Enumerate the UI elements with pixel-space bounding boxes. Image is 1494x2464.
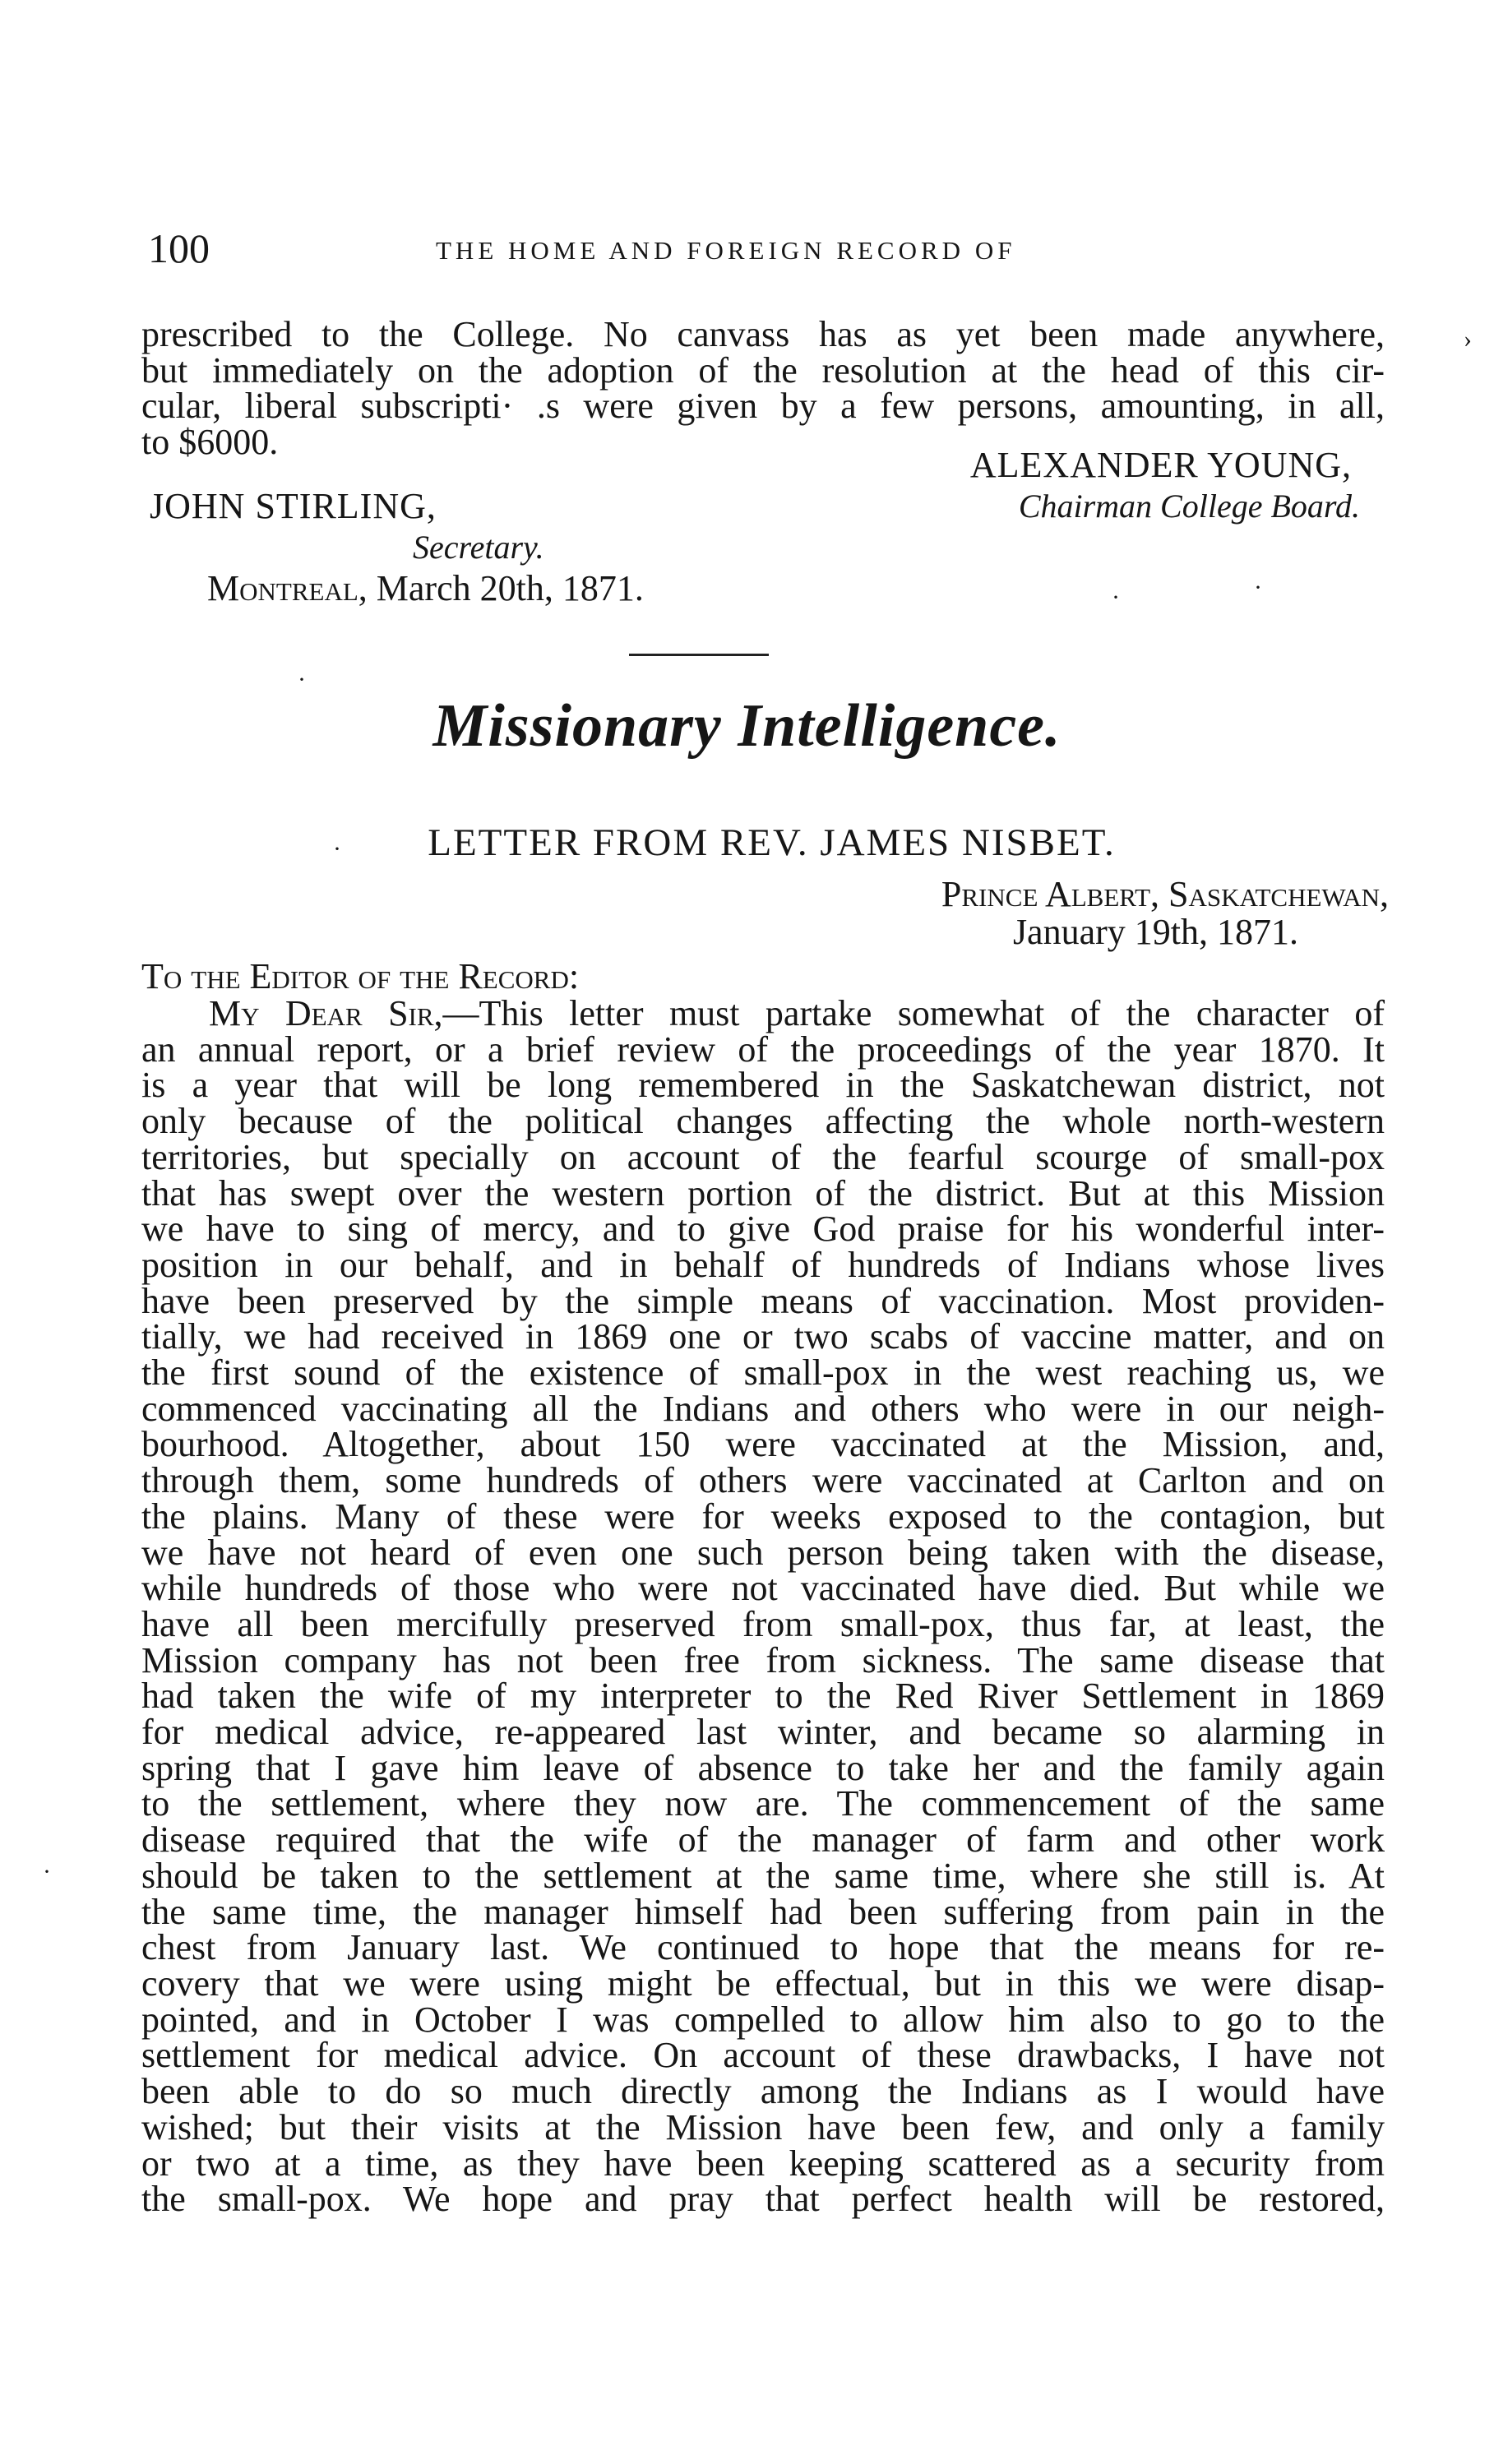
text-line: spring that I gave him leave of absence to take her and the family again — [141, 1747, 1385, 1788]
section-divider — [629, 654, 769, 656]
text-line: the first sound of the existence of small-pox in the west reaching us, we — [141, 1352, 1385, 1394]
margin-mark: › — [1464, 326, 1472, 353]
text-line: have been preserved by the simple means of vaccination. Most providen- — [141, 1280, 1385, 1321]
chairman-title: Chairman College Board. — [1018, 488, 1360, 525]
page-number: 100 — [148, 225, 210, 271]
text-line: should be taken to the settlement at the same time, where she still is. At — [141, 1855, 1385, 1896]
text-line: commenced vaccinating all the Indians and others who were in our neigh- — [141, 1388, 1385, 1429]
chairman-name: ALEXANDER YOUNG, — [969, 445, 1352, 485]
letter-title: LETTER FROM REV. JAMES NISBET. — [428, 821, 1116, 864]
text-line: been able to do so much directly among the Indians as I would have — [141, 2071, 1385, 2112]
text-line: the plains. Many of these were for weeks exposed to the contagion, but — [141, 1496, 1385, 1537]
text-line: prescribed to the College. No canvass has as yet been made anywhere, — [141, 314, 1385, 354]
section-heading: Missionary Intelligence. — [432, 692, 1062, 760]
text-line: position in our behalf, and in behalf of hundreds of Indians whose lives — [141, 1244, 1385, 1285]
text-line: an annual report, or a brief review of the proceedings of the year 1870. It — [141, 1029, 1385, 1070]
letter-body — [141, 993, 1385, 2220]
text-line: chest from January last. We continued to hope that the means for re- — [141, 1927, 1385, 1968]
text-line: the same time, the manager himself had been suffering from pain in the — [141, 1891, 1385, 1932]
stray-mark: · — [43, 1858, 51, 1885]
text-line: or two at a time, as they have been keeping scattered as a security from — [141, 2143, 1385, 2184]
letter-date: January 19th, 1871. — [1012, 912, 1298, 952]
text-line: we have to sing of mercy, and to give God praise for his wonderful inter- — [141, 1209, 1385, 1250]
text-line: only because of the political changes affecting the whole north-western — [141, 1101, 1385, 1142]
text-line: the small-pox. We hope and pray that perfect health will be restored, — [141, 2179, 1385, 2220]
text-line: we have not heard of even one such person being taken with the disease, — [141, 1532, 1385, 1573]
text-line: settlement for medical advice. On account of these drawbacks, I have not — [141, 2035, 1385, 2076]
text-line: territories, but specially on account of the fearful scourge of small-pox — [141, 1136, 1385, 1177]
text-line: covery that we were using might be effectual, but in this we were disap- — [141, 1962, 1385, 2004]
text-line: for medical advice, re-appeared last winter, and became so alarming in — [141, 1712, 1385, 1753]
text-line: but immediately on the adoption of the resolution at the head of this cir- — [141, 349, 1385, 391]
place-name: Montreal, — [207, 568, 368, 608]
text-line: wished; but their visits at the Mission have been few, and only a family — [141, 2106, 1385, 2147]
circular-conclusion — [141, 314, 1385, 463]
text-line: Mission company has not been free from sickness. The same disease that — [141, 1639, 1385, 1680]
running-head — [148, 224, 1390, 281]
text-line: to the settlement, where they now are. The commencement of the same — [141, 1783, 1385, 1824]
running-title: THE HOME AND FOREIGN RECORD OF — [436, 236, 1016, 265]
place-and-date — [207, 567, 644, 609]
stray-mark: · — [298, 666, 306, 693]
text-line — [141, 993, 1385, 1033]
text-line: tially, we had received in 1869 one or two scabs of vaccine matter, and on — [141, 1316, 1385, 1357]
opening-salutation: My Dear Sir, — [209, 993, 443, 1033]
text-line: through them, some hundreds of others were vaccinated at Carlton and on — [141, 1460, 1385, 1501]
secretary-name: JOHN STIRLING, — [150, 486, 437, 526]
text-line: that has swept over the western portion of the district. But at this Mission — [141, 1172, 1385, 1214]
text-line: have all been mercifully preserved from small-pox, thus far, at least, the — [141, 1603, 1385, 1644]
secretary-title: Secretary. — [413, 529, 544, 566]
letter-place: Prince Albert, Saskatchewan, — [941, 874, 1389, 914]
date-text: March 20th, 1871. — [367, 568, 644, 608]
first-line-text: —This letter must partake somewhat of the character of — [442, 993, 1385, 1033]
text-line: while hundreds of those who were not vaccinated have died. But while we — [141, 1568, 1385, 1609]
text-line: is a year that will be long remembered in the Saskatchewan district, not — [141, 1065, 1385, 1106]
stray-mark: · — [1254, 574, 1262, 601]
stray-mark: · — [333, 835, 341, 862]
text-line: disease required that the wife of the manager of farm and other work — [141, 1819, 1385, 1861]
text-line: bourhood. Altogether, about 150 were vaccinated at the Mission, and, — [141, 1424, 1385, 1465]
text-line: pointed, and in October I was compelled to allow him also to go to the — [141, 1999, 1385, 2040]
text-line: cular, liberal subscripti· .s were given by a few persons, amounting, in all, — [141, 386, 1385, 427]
text-line: had taken the wife of my interpreter to the Red River Settlement in 1869 — [141, 1676, 1385, 1717]
signature-block — [141, 444, 1385, 633]
dateline — [941, 876, 1389, 951]
stray-mark: · — [1112, 584, 1120, 611]
salutation: To the Editor of the Record: — [141, 956, 580, 996]
text-line: to $6000. — [141, 422, 279, 463]
